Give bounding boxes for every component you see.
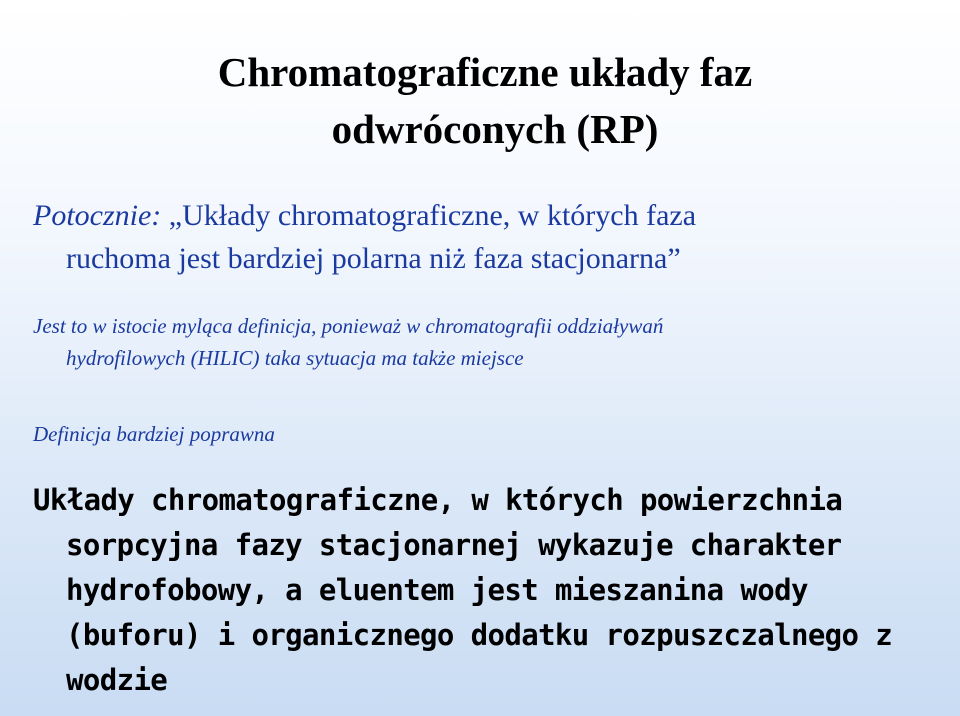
better-definition-label: Definicja bardziej poprawna bbox=[33, 422, 275, 446]
correct-definition bbox=[33, 478, 933, 703]
misleading-note-line-2: hydrofilowych (HILIC) taka sytuacja ma także miejsce bbox=[66, 346, 524, 370]
colloquial-definition-line-2: ruchoma jest bardziej polarna niż faza stacjonarna” bbox=[66, 242, 681, 275]
colloquial-definition-line-1 bbox=[33, 194, 933, 237]
slide-title bbox=[0, 44, 960, 158]
colloquial-definition-text-1: „Układy chromatograficzne, w których faza bbox=[168, 199, 697, 232]
slide-title-line-1: Chromatograficzne układy faz bbox=[217, 49, 753, 95]
definition-line-3: hydrofobowy, a eluentem jest mieszanina wody bbox=[66, 573, 808, 607]
colloquial-definition bbox=[33, 194, 933, 280]
misleading-note bbox=[33, 310, 933, 374]
slide-title-line-2: odwróconych (RP) bbox=[331, 106, 659, 152]
definition-line-2: sorpcyjna fazy stacjonarnej wykazuje charakter bbox=[66, 528, 842, 562]
colloquial-label: Potocznie: bbox=[33, 199, 162, 232]
misleading-note-line-1: Jest to w istocie myląca definicja, ponieważ w chromatografii oddziaływań bbox=[33, 314, 664, 338]
definition-line-5: wodzie bbox=[66, 663, 168, 697]
definition-line-1: Układy chromatograficzne, w których powierzchnia bbox=[33, 483, 843, 517]
definition-line-4: (buforu) i organicznego dodatku rozpuszczalnego z bbox=[66, 618, 893, 652]
